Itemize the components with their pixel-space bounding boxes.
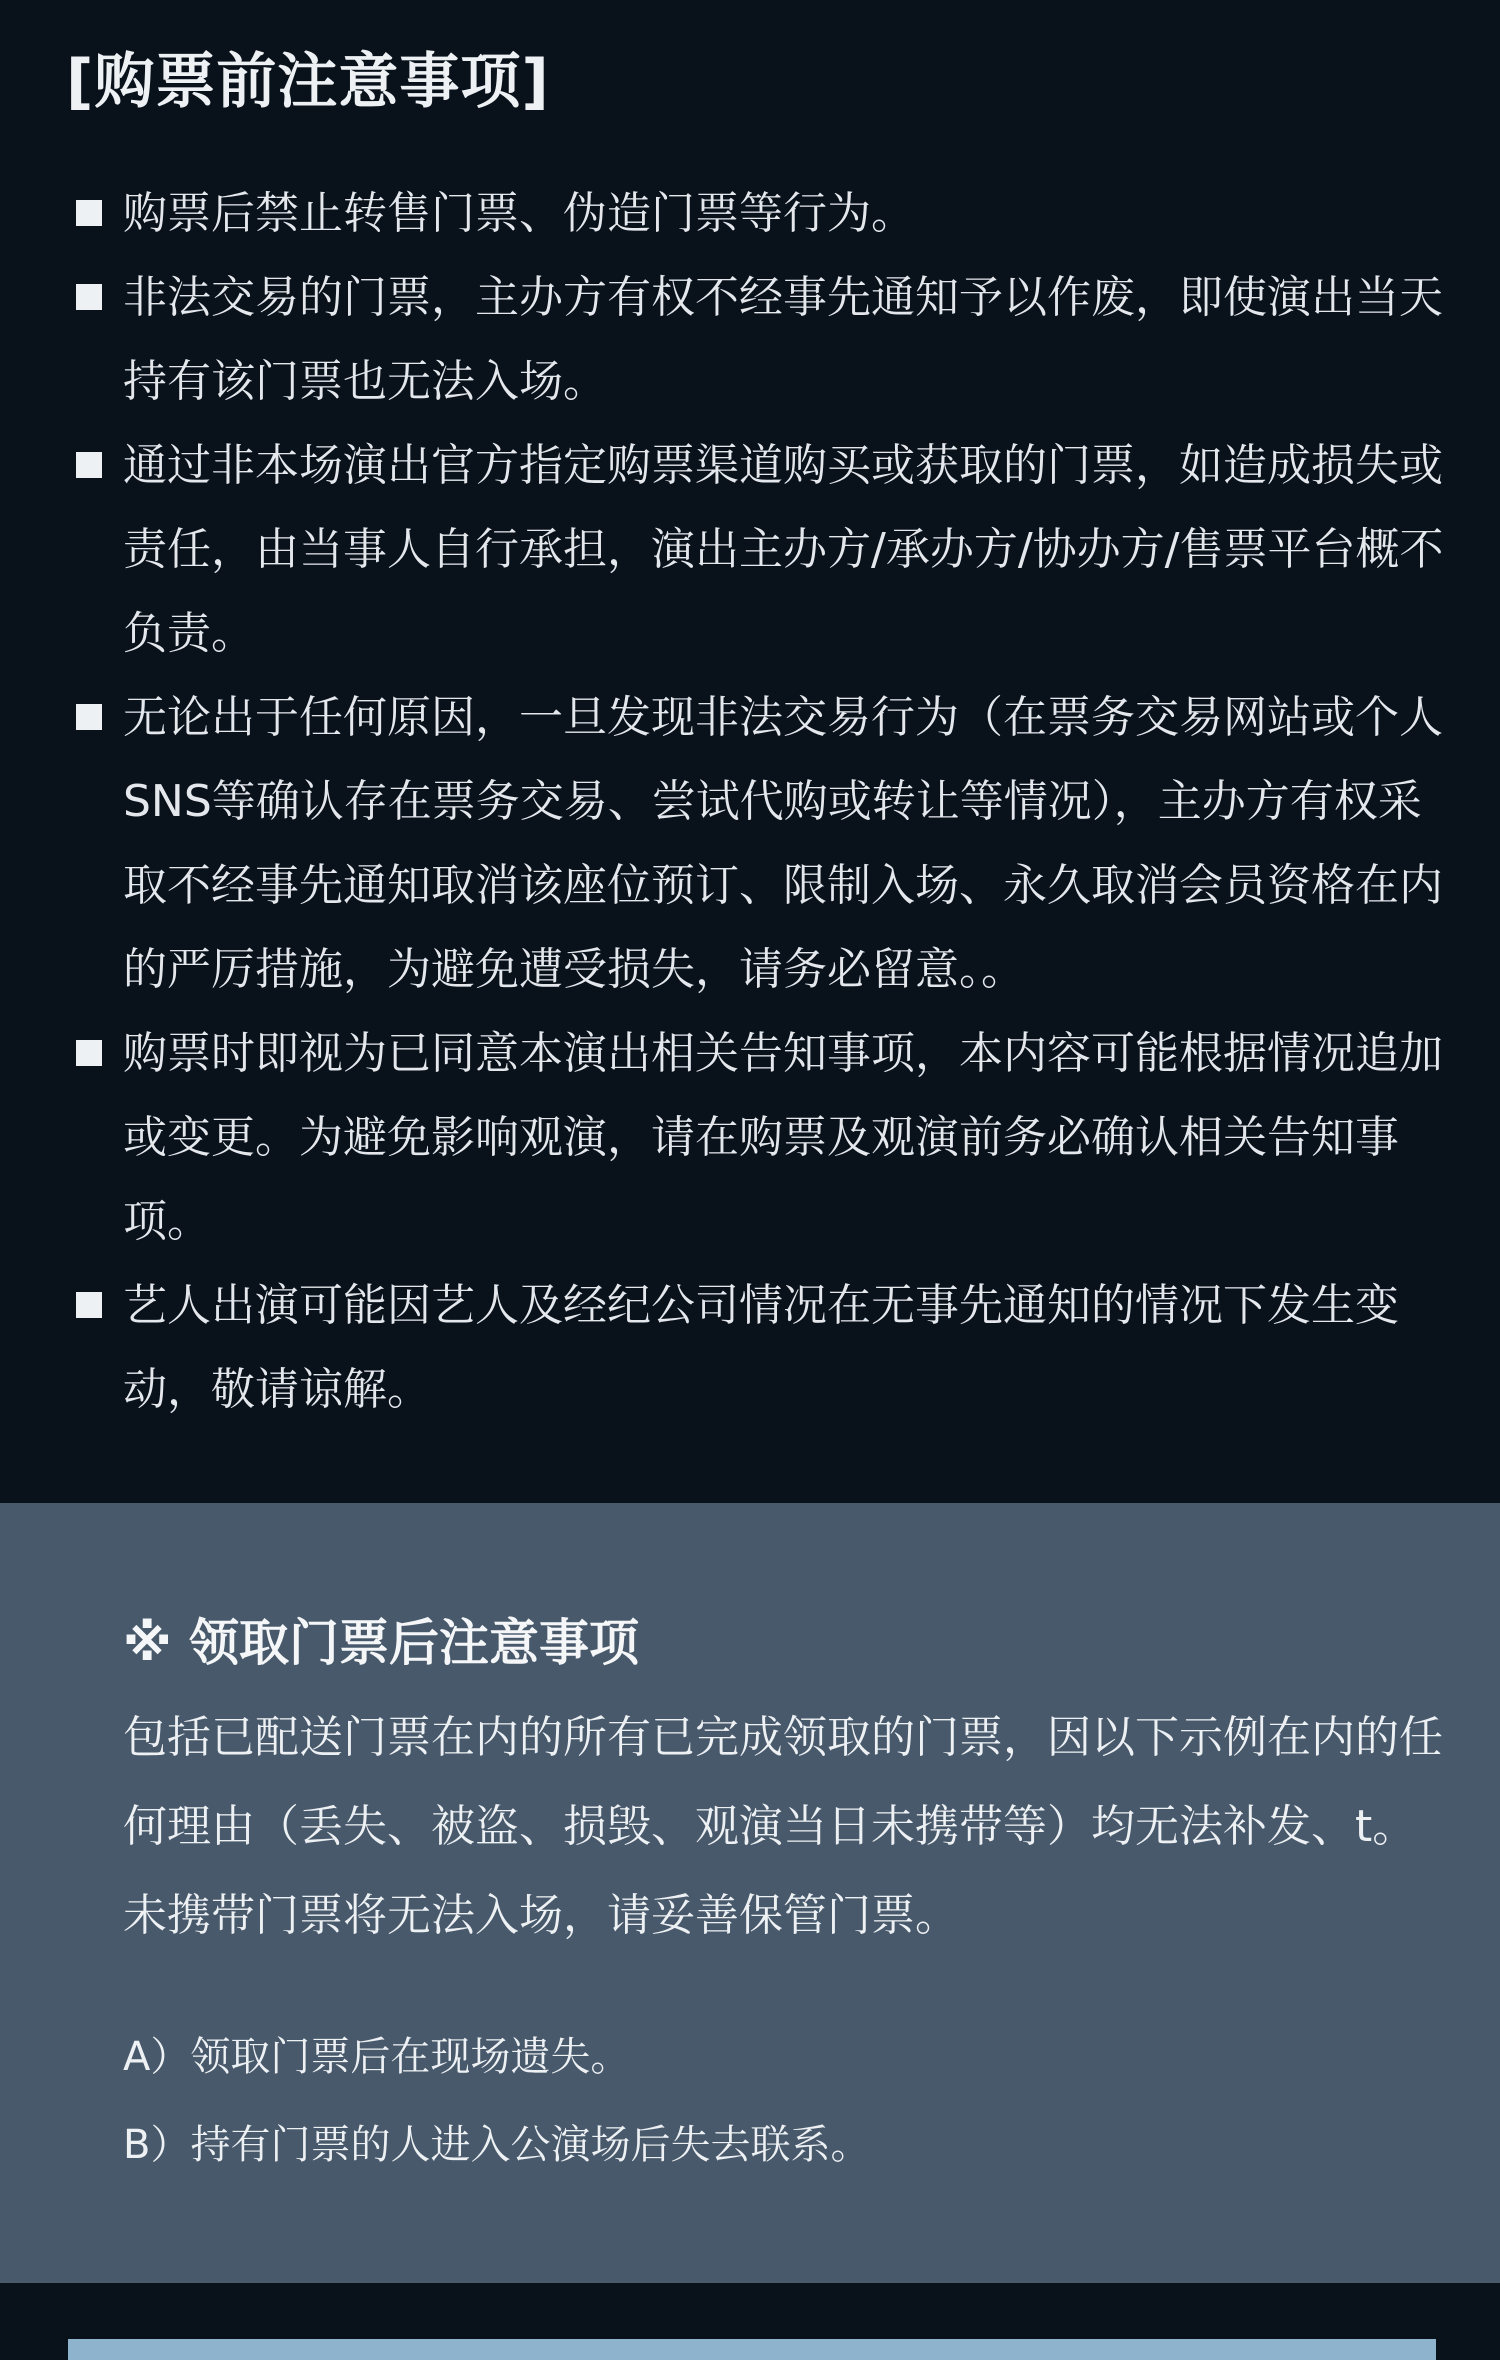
list-item-text: 艺人出演可能因艺人及经纪公司情况在无事先通知的情况下发生变动，敬请谅解。 [123, 1280, 1399, 1415]
list-item-text: 购票后禁止转售门票、伪造门票等行为。 [123, 188, 915, 239]
post-receipt-title: ※ 领取门票后注意事项 [123, 1614, 640, 1672]
square-bullet-icon [76, 704, 102, 730]
example-item-a: A）领取门票后在现场遗失。 [123, 2034, 631, 2080]
list-item-text: 通过非本场演出官方指定购票渠道购买或获取的门票，如造成损失或责任，由当事人自行承担，演出主办方/承办方/协办方/售票平台概不负责。 [123, 440, 1444, 659]
example-item-b: B）持有门票的人进入公演场后失去联系。 [123, 2122, 871, 2168]
list-item [66, 676, 1456, 1012]
bottom-section [0, 2283, 1500, 2360]
square-bullet-icon [76, 200, 102, 226]
list-item-text: 购票时即视为已同意本演出相关告知事项，本内容可能根据情况追加或变更。为避免影响观演，请在购票及观演前务必确认相关告知事项。 [123, 1028, 1443, 1247]
square-bullet-icon [76, 452, 102, 478]
square-bullet-icon [76, 284, 102, 310]
square-bullet-icon [76, 1292, 102, 1318]
bottom-panel-edge [68, 2339, 1436, 2360]
list-item-text: 非法交易的门票，主办方有权不经事先通知予以作废，即使演出当天持有该门票也无法入场。 [123, 272, 1443, 407]
pre-purchase-list [66, 172, 1456, 1432]
post-receipt-examples [123, 2013, 1423, 2189]
list-item [66, 424, 1456, 676]
list-item [66, 1012, 1456, 1264]
pre-purchase-title: [购票前注意事项] [66, 47, 550, 117]
post-receipt-notice-section [0, 1503, 1500, 2283]
list-item [66, 256, 1456, 424]
list-item [66, 172, 1456, 256]
post-receipt-paragraph: 包括已配送门票在内的所有已完成领取的门票，因以下示例在内的任何理由（丢失、被盗、损毁、观演当日未携带等）均无法补发、t。未携带门票将无法入场，请妥善保管门票。 [123, 1712, 1443, 1941]
square-bullet-icon [76, 1040, 102, 1066]
list-item-text: 无论出于任何原因，一旦发现非法交易行为（在票务交易网站或个人SNS等确认存在票务交易、尝试代购或转让等情况），主办方有权采取不经事先通知取消该座位预订、限制入场、永久取消会员资格在内的严厉措施，为避免遭受损失，请务必留意。。 [123, 692, 1443, 995]
list-item [66, 1264, 1456, 1432]
